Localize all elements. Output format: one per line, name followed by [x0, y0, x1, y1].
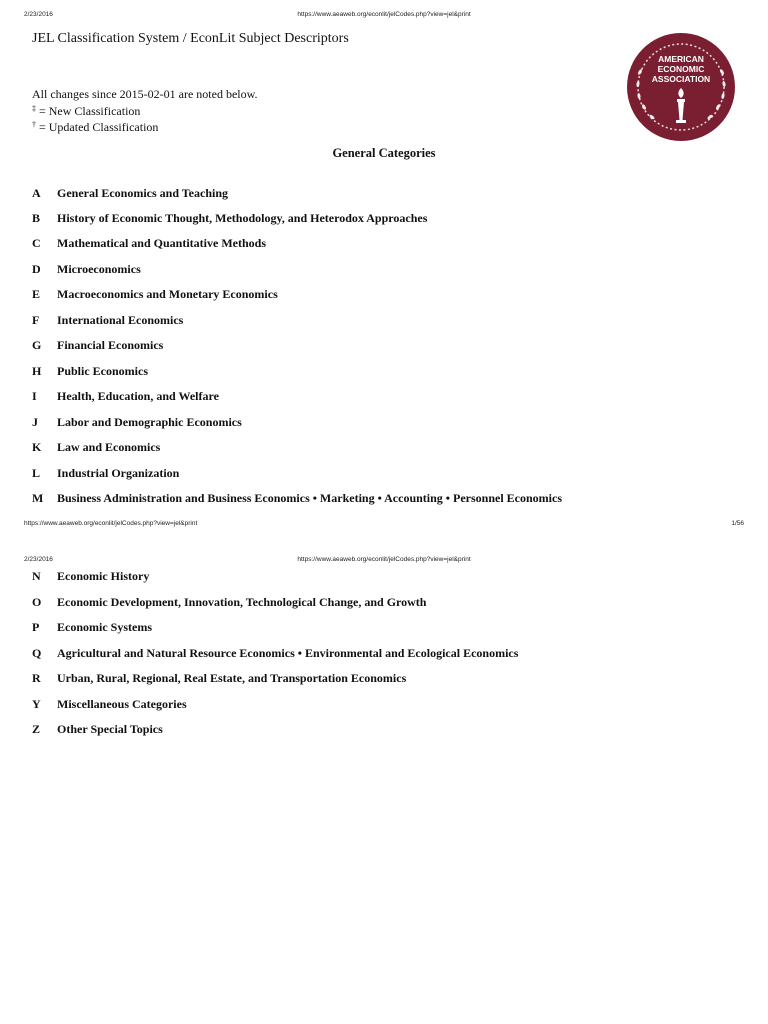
category-item[interactable]: [32, 338, 163, 353]
category-name: Financial Economics: [57, 338, 164, 352]
category-item[interactable]: [32, 569, 149, 584]
category-name: Industrial Organization: [57, 466, 180, 480]
footer-page-number: 1/56: [731, 520, 744, 527]
category-item[interactable]: [32, 620, 152, 635]
category-code: G: [32, 338, 42, 352]
header-date: 2/23/2016: [24, 11, 53, 18]
category-name: Economic Systems: [57, 620, 152, 634]
category-code: M: [32, 491, 44, 505]
category-name: International Economics: [57, 313, 184, 327]
category-code: Y: [32, 697, 41, 711]
category-item[interactable]: [32, 671, 406, 686]
header-url: https://www.aeaweb.org/econlit/jelCodes.php?view=jel&print: [297, 11, 471, 18]
category-code: P: [32, 620, 40, 634]
category-name: History of Economic Thought, Methodology, and Heterodox Approaches: [57, 211, 428, 225]
category-name: Business Administration and Business Economics • Marketing • Accounting • Personnel Economics: [57, 491, 562, 505]
document-title: JEL Classification System / EconLit Subject Descriptors: [32, 31, 349, 46]
aea-logo: [626, 32, 736, 142]
category-code: E: [32, 287, 41, 301]
category-item[interactable]: [32, 415, 242, 430]
section-title: General Categories: [332, 146, 436, 160]
new-classification-label: = New Classification: [36, 103, 141, 118]
category-code: K: [32, 440, 42, 454]
category-code: C: [32, 236, 41, 250]
category-code: Z: [32, 722, 41, 736]
category-name: Other Special Topics: [57, 722, 163, 736]
category-name: Economic Development, Innovation, Technological Change, and Growth: [57, 595, 427, 609]
category-item[interactable]: [32, 186, 228, 201]
category-item[interactable]: [32, 262, 141, 277]
category-code: J: [32, 415, 38, 429]
logo-line-2: ECONOMIC: [657, 64, 705, 74]
category-name: Microeconomics: [57, 262, 141, 276]
dagger-symbol: †: [32, 120, 36, 129]
change-notes: [32, 86, 258, 136]
category-name: General Economics and Teaching: [57, 186, 229, 200]
category-name: Agricultural and Natural Resource Economics • Environmental and Ecological Economics: [57, 646, 519, 660]
header-url: https://www.aeaweb.org/econlit/jelCodes.php?view=jel&print: [297, 556, 471, 563]
header-date: 2/23/2016: [24, 556, 53, 563]
category-code: O: [32, 595, 42, 609]
category-name: Urban, Rural, Regional, Real Estate, and Transportation Economics: [57, 671, 407, 685]
category-code: Q: [32, 646, 42, 660]
logo-line-3: ASSOCIATION: [651, 74, 711, 84]
category-item[interactable]: [32, 722, 163, 737]
footer-url: https://www.aeaweb.org/econlit/jelCodes.php?view=jel&print: [24, 520, 198, 527]
category-name: Economic History: [57, 569, 150, 583]
category-item[interactable]: [32, 491, 562, 506]
category-item[interactable]: [32, 236, 266, 251]
category-item[interactable]: [32, 389, 219, 404]
category-item[interactable]: [32, 440, 160, 455]
category-name: Health, Education, and Welfare: [57, 389, 219, 403]
category-item[interactable]: [32, 364, 148, 379]
category-code: A: [32, 186, 41, 200]
page-footer: [0, 520, 768, 532]
category-code: I: [32, 389, 37, 403]
category-item[interactable]: [32, 646, 518, 661]
category-name: Public Economics: [57, 364, 149, 378]
logo-line-1: AMERICAN: [658, 54, 704, 64]
category-item[interactable]: [32, 211, 427, 226]
category-item[interactable]: [32, 595, 426, 610]
category-code: N: [32, 569, 41, 583]
category-name: Law and Economics: [57, 440, 161, 454]
updated-classification-label: = Updated Classification: [36, 120, 159, 134]
category-code: H: [32, 364, 42, 378]
category-code: R: [32, 671, 41, 685]
category-item[interactable]: [32, 313, 183, 328]
category-code: B: [32, 211, 41, 225]
category-name: Miscellaneous Categories: [57, 697, 187, 711]
category-item[interactable]: [32, 697, 187, 712]
updated-classification-legend: [32, 119, 258, 136]
category-code: L: [32, 466, 41, 480]
changes-note: All changes since 2015-02-01 are noted below.: [32, 87, 258, 101]
category-item[interactable]: [32, 466, 179, 481]
page-header: [0, 556, 768, 568]
page-header: [0, 11, 768, 23]
new-classification-legend: [32, 103, 258, 120]
category-name: Mathematical and Quantitative Methods: [57, 236, 266, 250]
category-item[interactable]: [32, 287, 278, 302]
category-name: Macroeconomics and Monetary Economics: [57, 287, 278, 301]
category-code: D: [32, 262, 41, 276]
category-code: F: [32, 313, 40, 327]
double-dagger-symbol: ‡: [32, 103, 36, 113]
category-name: Labor and Demographic Economics: [57, 415, 242, 429]
